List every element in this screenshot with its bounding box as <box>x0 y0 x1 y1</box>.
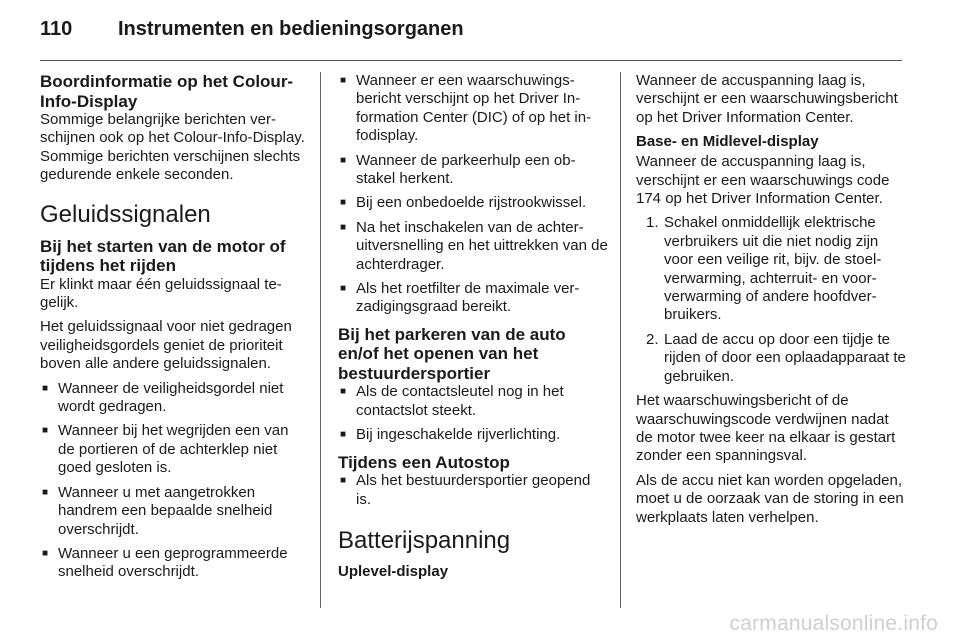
step-number: 2. <box>646 330 659 348</box>
list-item: ■ Bij een onbedoelde rijstrookwissel. <box>338 194 608 212</box>
column-2 <box>338 72 608 608</box>
paragraph-uplevel: Wanneer de accuspanning laag is, verschijnt er een waarschuwingsbericht op het Driver Information Center. <box>636 72 898 126</box>
list-item: ■ Wanneer de veiligheidsgordel niet wordt gedragen. <box>40 380 305 417</box>
page-title: Instrumenten en bedieningsorganen <box>118 18 464 40</box>
bullet-list-parkeren <box>338 383 608 444</box>
heading-parkeren: Bij het parkeren van de auto en/of het openen van het bestuurdersportier <box>338 324 566 383</box>
column-1 <box>40 72 305 608</box>
list-item <box>636 214 908 324</box>
page-header <box>40 18 900 50</box>
numbered-steps <box>636 214 908 386</box>
column-divider-2 <box>620 72 621 608</box>
paragraph-werkplaats: Als de accu niet kan worden opgeladen, moet u de oorzaak van de storing in een werkplaats laten verhelpen. <box>636 471 904 526</box>
step-number: 1. <box>646 214 659 232</box>
paragraph-een-geluidssignaal: Er klinkt maar één geluidssignaal tegelijk. <box>40 275 282 312</box>
list-item: ■ Bij ingeschakelde rijverlichting. <box>338 426 608 444</box>
list-item: ■ Als het roetfilter de maximale verzadigingsgraad bereikt. <box>338 280 608 317</box>
paragraph-base: Wanneer de accuspanning laag is, verschijnt er een waarschuwings code 174 op het Driver Information Center. <box>636 153 890 208</box>
heading-boordinformatie: Boordinformatie op het Colour-Info-Display <box>40 72 294 111</box>
column-divider-1 <box>320 72 321 608</box>
list-item: ■ Wanneer er een waarschuwingsbericht verschijnt op het Driver Information Center (DIC) of op het infodisplay. <box>338 72 608 146</box>
heading-base-midlevel: Base- en Midlevel-display <box>636 133 819 151</box>
watermark-text: carmanualsonline.info <box>729 612 938 635</box>
page-number: 110 <box>40 18 73 40</box>
paragraph-verdwijnen: Het waarschuwingsbericht of de waarschuwingscode verdwijnen nadat de motor twee keer na elkaar is gestart zonder een spanningsval. <box>636 392 896 465</box>
heading-uplevel-display: Uplevel-display <box>338 562 449 580</box>
list-item: ■ Na het inschakelen van de achteruitversnelling en het uittrekken van de achterdrager. <box>338 219 608 274</box>
heading-batterijspanning: Batterijspanning <box>338 526 511 554</box>
step-text: Schakel onmiddellijk elektrische verbruikers uit die niet nodig zijn voor een veilige rit, bijv. de stoelverwarming, achterruit- en voorverwarming of andere hoofdverbruikers. <box>664 214 882 324</box>
header-rule <box>40 60 902 61</box>
list-item <box>636 331 908 386</box>
bullet-list-gordel <box>40 380 305 582</box>
paragraph-boordinformatie: Sommige belangrijke berichten verschijnen ook op het Colour-Info-Display. Sommige berichten verschijnen slechts gedurende enkele seconden. <box>40 111 305 184</box>
list-item: ■ Wanneer de parkeerhulp een obstakel herkent. <box>338 152 608 189</box>
list-item: ■ Wanneer u met aangetrokken handrem een bepaalde snelheid overschrijdt. <box>40 484 305 539</box>
list-item: ■ Als de contactsleutel nog in het contactslot steekt. <box>338 383 608 420</box>
heading-autostop: Tijdens een Autostop <box>338 452 510 472</box>
heading-geluidssignalen: Geluidssignalen <box>40 200 211 228</box>
list-item: ■ Wanneer bij het wegrijden een van de portieren of de achterklep niet goed gesloten is. <box>40 422 305 477</box>
bullet-list-autostop <box>338 472 608 509</box>
step-text: Laad de accu op door een tijdje te rijden of door een oplaadapparaat te gebruiken. <box>664 330 906 385</box>
column-3 <box>636 72 908 608</box>
paragraph-prioriteit: Het geluidssignaal voor niet gedragen veiligheidsgordels geniet de prioriteit boven alle andere geluidssignalen. <box>40 318 292 373</box>
list-item: ■ Als het bestuurdersportier geopend is. <box>338 472 608 509</box>
list-item: ■ Wanneer u een geprogrammeerde snelheid overschrijdt. <box>40 545 305 582</box>
heading-starten-motor: Bij het starten van de motor of tijdens het rijden <box>40 236 286 276</box>
bullet-list-waarschuwing <box>338 72 608 317</box>
